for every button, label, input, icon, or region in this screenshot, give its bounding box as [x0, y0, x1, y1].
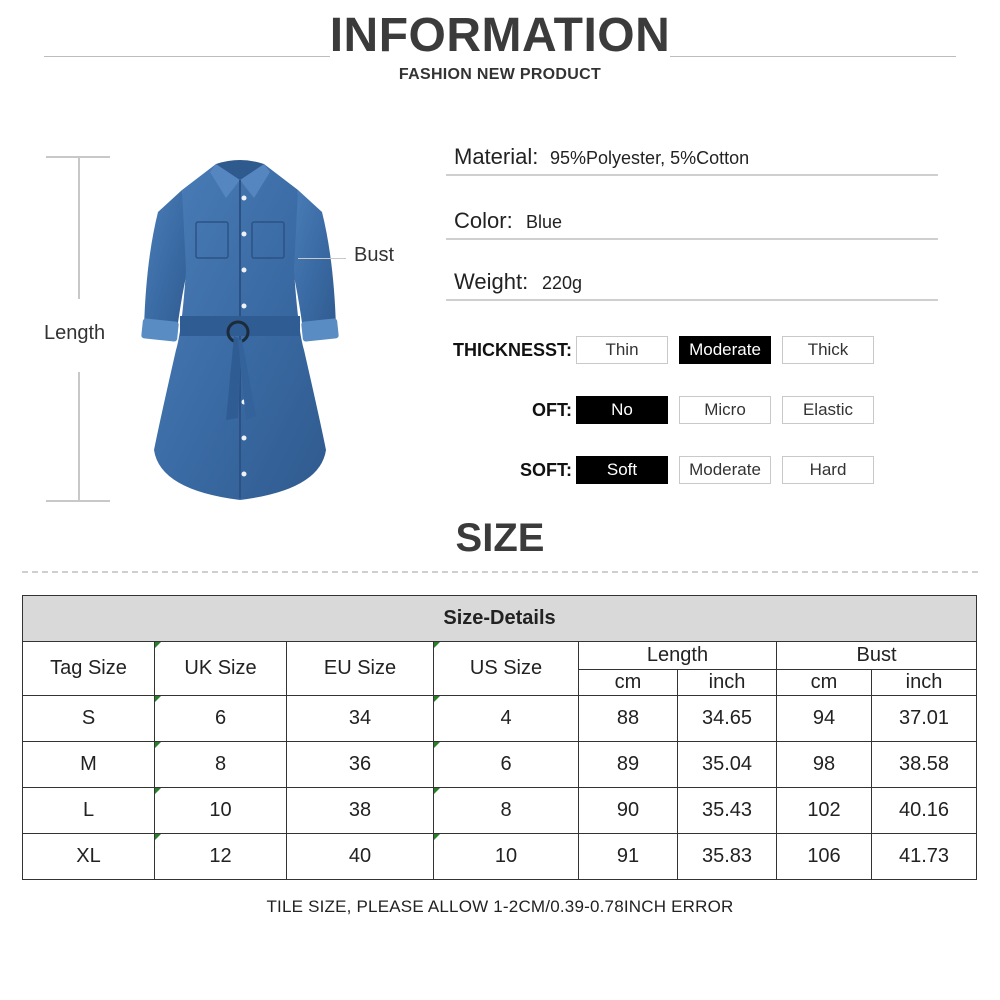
- cell-uk: 12: [155, 834, 287, 880]
- size-footnote: TILE SIZE, PLEASE ALLOW 1-2CM/0.39-0.78INCH ERROR: [266, 897, 734, 916]
- cell-uk: 10: [155, 788, 287, 834]
- cell-eu: 34: [287, 696, 434, 742]
- soft-option-moderate: Moderate: [679, 456, 771, 484]
- soft-option-hard: Hard: [782, 456, 874, 484]
- bust-guide: [298, 258, 346, 259]
- header-bust: Bust: [777, 642, 977, 670]
- info-row-material: [446, 140, 938, 176]
- length-guide-lower: [78, 372, 80, 502]
- table-caption: Size-Details: [23, 596, 977, 642]
- cell-mark: [434, 834, 440, 840]
- cell-mark: [155, 642, 161, 648]
- cell-length-cm: 88: [579, 696, 678, 742]
- cell-uk: 8: [155, 742, 287, 788]
- cell-bust-inch: 38.58: [872, 742, 977, 788]
- material-value: 95%Polyester, 5%Cotton: [550, 148, 750, 168]
- weight-key: Weight:: [454, 269, 529, 294]
- bust-label: Bust: [354, 244, 395, 266]
- color-value: Blue: [526, 212, 563, 232]
- cell-us: 8: [434, 788, 579, 834]
- cell-bust-inch: 37.01: [872, 696, 977, 742]
- cell-tag: M: [23, 742, 155, 788]
- page-subtitle: FASHION NEW PRODUCT: [398, 66, 602, 83]
- table-row: [23, 834, 977, 880]
- cell-mark: [434, 696, 440, 702]
- cell-bust-cm: 106: [777, 834, 872, 880]
- length-guide-upper: [78, 157, 80, 299]
- info-row-weight: [446, 265, 938, 301]
- oft-label: OFT:: [532, 400, 572, 420]
- cell-length-cm: 91: [579, 834, 678, 880]
- cell-eu: 38: [287, 788, 434, 834]
- header-tag-size: Tag Size: [23, 642, 155, 696]
- cell-bust-cm: 94: [777, 696, 872, 742]
- oft-option-no: No: [576, 396, 668, 424]
- product-image-denim-shirt: [130, 150, 350, 510]
- cell-mark: [434, 642, 440, 648]
- thickness-option-moderate: Moderate: [679, 336, 771, 364]
- cell-mark: [155, 834, 161, 840]
- header-bust-cm: cm: [777, 670, 872, 696]
- header-length: Length: [579, 642, 777, 670]
- cell-length-cm: 90: [579, 788, 678, 834]
- length-guide-bottom: [46, 500, 110, 502]
- cell-length-cm: 89: [579, 742, 678, 788]
- cell-length-inch: 35.04: [678, 742, 777, 788]
- cell-length-inch: 35.43: [678, 788, 777, 834]
- header-uk-size: UK Size: [155, 642, 287, 696]
- thickness-label: THICKNESST:: [452, 340, 572, 360]
- header-eu-size: EU Size: [287, 642, 434, 696]
- soft-label: SOFT:: [520, 460, 572, 480]
- cell-length-inch: 34.65: [678, 696, 777, 742]
- page-title: INFORMATION: [329, 9, 671, 62]
- size-table: [22, 595, 977, 880]
- cell-mark: [155, 696, 161, 702]
- cell-us: 6: [434, 742, 579, 788]
- cell-bust-cm: 102: [777, 788, 872, 834]
- cell-tag: L: [23, 788, 155, 834]
- material-key: Material:: [454, 144, 539, 169]
- header-length-cm: cm: [579, 670, 678, 696]
- soft-option-soft: Soft: [576, 456, 668, 484]
- table-row: [23, 696, 977, 742]
- table-caption-row: [23, 596, 977, 642]
- size-section-title: SIZE: [455, 516, 545, 560]
- size-divider: [22, 571, 978, 573]
- cell-eu: 40: [287, 834, 434, 880]
- cell-bust-inch: 41.73: [872, 834, 977, 880]
- cell-mark: [155, 742, 161, 748]
- cell-bust-inch: 40.16: [872, 788, 977, 834]
- length-label: Length: [44, 322, 106, 344]
- thickness-option-thin: Thin: [576, 336, 668, 364]
- header-us-size: US Size: [434, 642, 579, 696]
- cell-uk: 6: [155, 696, 287, 742]
- oft-option-elastic: Elastic: [782, 396, 874, 424]
- info-row-color: [446, 204, 938, 240]
- cell-bust-cm: 98: [777, 742, 872, 788]
- cell-eu: 36: [287, 742, 434, 788]
- cell-mark: [434, 742, 440, 748]
- cell-tag: S: [23, 696, 155, 742]
- thickness-option-thick: Thick: [782, 336, 874, 364]
- header-length-inch: inch: [678, 670, 777, 696]
- table-header-row: [23, 642, 977, 670]
- table-row: [23, 742, 977, 788]
- weight-value: 220g: [542, 273, 583, 293]
- color-key: Color:: [454, 208, 513, 233]
- cell-us: 10: [434, 834, 579, 880]
- header-bust-inch: inch: [872, 670, 977, 696]
- oft-option-micro: Micro: [679, 396, 771, 424]
- cell-mark: [155, 788, 161, 794]
- cell-mark: [434, 788, 440, 794]
- cell-length-inch: 35.83: [678, 834, 777, 880]
- table-row: [23, 788, 977, 834]
- cell-us: 4: [434, 696, 579, 742]
- cell-tag: XL: [23, 834, 155, 880]
